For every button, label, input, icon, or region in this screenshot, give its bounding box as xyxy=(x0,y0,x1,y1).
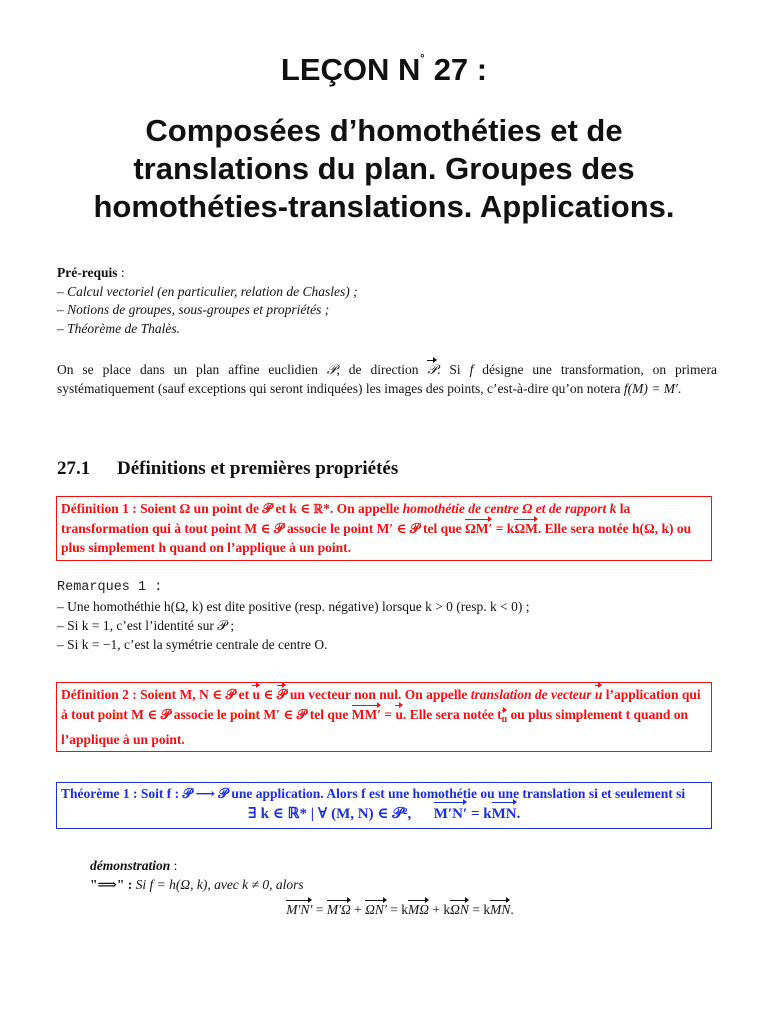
remarks-heading: Remarques 1 : xyxy=(57,580,163,595)
math-vector: MN xyxy=(490,902,511,917)
theorem-1-box xyxy=(56,782,712,829)
intro-paragraph xyxy=(57,360,717,398)
title-line-3: homothéties-translations. Applications. xyxy=(93,189,675,224)
prereq-item: – Calcul vectoriel (en particulier, relation de Chasles) ; xyxy=(57,283,358,299)
theorem-eq-part: ∃ k ∈ ℝ* | ∀ (M, N) ∈ 𝒫², xyxy=(247,806,416,822)
math-vector: M′N′ xyxy=(434,802,467,826)
remark-item: – Si k = 1, c’est l’identité sur 𝒫 ; xyxy=(57,618,235,633)
math-vector: 𝒫 xyxy=(277,685,287,705)
def1-text: Définition 1 : Soient Ω un point de 𝒫 et k ∈ ℝ*. On appelle xyxy=(61,501,403,516)
lesson-degree: ˚ xyxy=(420,51,426,68)
math-P: 𝒫 xyxy=(326,362,337,377)
lesson-number xyxy=(0,52,768,88)
demo-label: démonstration xyxy=(90,858,171,873)
eq-op: = k xyxy=(468,902,491,917)
demo-case: Si f = h(Ω, k), avec k ≠ 0, alors xyxy=(132,877,304,892)
prereq-colon: : xyxy=(117,265,125,280)
math-vector: ΩN′ xyxy=(365,902,387,917)
intro-text: On se place dans un plan affine euclidien xyxy=(57,362,327,377)
demo-colon: : xyxy=(170,858,178,873)
math-vector: u xyxy=(395,705,403,725)
math-vector-sub: u xyxy=(502,710,508,730)
math-vector: M′Ω xyxy=(326,902,351,917)
math-vector: u xyxy=(595,685,603,705)
math-vector: MN xyxy=(492,802,517,826)
eq-op: + k xyxy=(429,902,451,917)
title-line-1: Composées d’homothéties et de xyxy=(145,113,623,148)
math-vector: M′N′ xyxy=(286,902,313,917)
title-line-2: translations du plan. Groupes des xyxy=(133,151,635,186)
remark-item: – Si k = −1, c’est la symétrie centrale de centre O. xyxy=(57,637,328,652)
definition-1-box xyxy=(56,496,712,561)
demo-equation xyxy=(90,900,710,919)
def2-term: translation de vecteur xyxy=(470,687,595,702)
definition-2-box xyxy=(56,682,712,752)
demonstration xyxy=(90,856,710,919)
def2-text: un vecteur non nul. On appelle xyxy=(286,687,471,702)
intro-text: désigne une transformation, on primera systématiquement (sauf exceptions qui seront indiquées) les images des points, c’est-à-dire qu’on notera xyxy=(57,362,718,396)
def2-text: l’application qui à tout point M ∈ 𝒫 associe le point M′ ∈ 𝒫 tel que xyxy=(61,687,701,722)
intro-text: . Si xyxy=(437,362,470,377)
math-vector: u xyxy=(252,685,260,705)
prereq-item: – Notions de groupes, sous-groupes et propriétés ; xyxy=(57,302,330,317)
def2-text: . Elle sera notée t xyxy=(403,706,502,722)
math-vector: ΩN xyxy=(450,902,469,917)
math-vector: ΩM′ xyxy=(465,519,492,539)
intro-text: . xyxy=(677,381,682,396)
math-vec-P: 𝒫 xyxy=(427,362,438,377)
section-title: Définitions et premières propriétés xyxy=(117,458,399,479)
eq-op: = k xyxy=(386,902,409,917)
math-vector: ΩM xyxy=(514,519,538,539)
def1-text: = k xyxy=(492,520,515,536)
lesson-num: 27 : xyxy=(433,52,488,87)
intro-text: , de direction xyxy=(336,362,428,377)
prereq-heading: Pré-requis xyxy=(57,265,118,280)
math-vector: MΩ xyxy=(408,902,430,917)
demo-implies: "⟹" : xyxy=(90,877,133,892)
def1-text: la transformation qui à tout point M ∈ 𝒫 associe le point M′ ∈ 𝒫 tel que xyxy=(61,501,631,536)
def1-text: . Elle sera notée h(Ω, k) ou plus simplement h quand on l’applique à un point. xyxy=(61,520,692,555)
def2-text: = xyxy=(381,706,396,722)
math-f: f xyxy=(469,362,474,377)
def2-text: ou plus simplement t quand on l’applique à un point. xyxy=(61,706,688,747)
def2-text: Définition 2 : Soient M, N ∈ 𝒫 et xyxy=(61,687,253,702)
math-fM: f(M) = M′ xyxy=(623,381,678,396)
def1-term: homothétie de centre Ω et de rapport k xyxy=(402,501,617,516)
prereq-item: – Théorème de Thalès. xyxy=(57,320,180,336)
theorem-equation xyxy=(61,802,707,826)
lesson-label: LEÇON N xyxy=(280,52,421,87)
def2-text: ∈ xyxy=(259,687,277,702)
theorem-eq-part: . xyxy=(516,806,521,822)
theorem-eq-part: = k xyxy=(467,806,492,822)
remarks-1 xyxy=(57,578,717,654)
remark-item: – Une homothéthie h(Ω, k) est dite positive (resp. négative) lorsque k > 0 (resp. k < 0) ; xyxy=(57,599,530,614)
eq-op: = xyxy=(312,902,327,917)
page-title xyxy=(0,112,768,226)
math-vector: MM′ xyxy=(352,705,381,725)
eq-op: . xyxy=(510,902,514,917)
prerequisites xyxy=(57,264,717,338)
theorem-statement: Théorème 1 : Soit f : 𝒫 ⟶ 𝒫 une application. Alors f est une homothétie ou une translation si et seulement si xyxy=(61,786,686,801)
section-heading xyxy=(57,458,398,480)
eq-op: + xyxy=(350,902,366,917)
section-number: 27.1 xyxy=(57,458,91,479)
